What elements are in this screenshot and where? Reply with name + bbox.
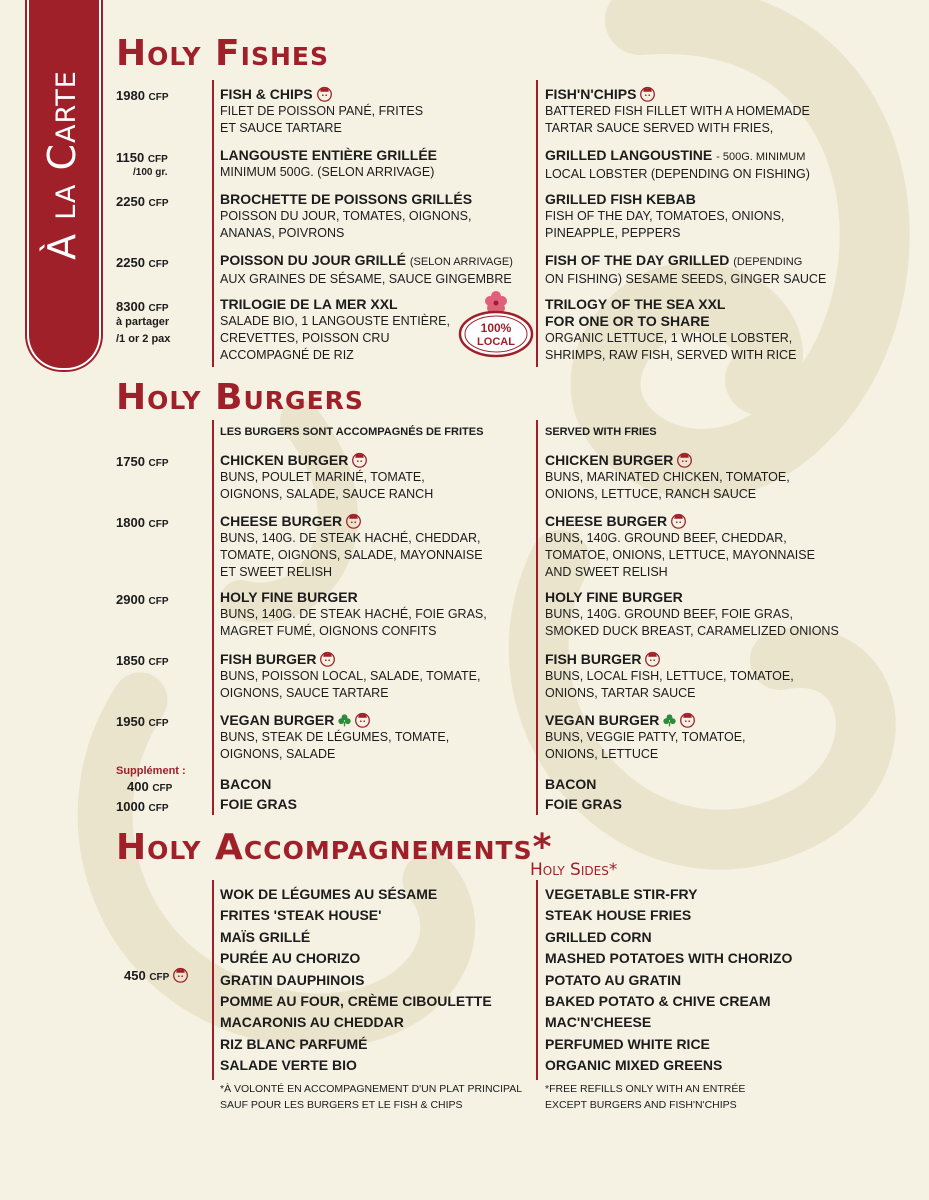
item-name: GRILLED FISH KEBAB — [545, 191, 696, 207]
menu-item-en — [545, 451, 885, 503]
item-desc: BATTERED FISH FILLET WITH A HOMEMADE — [545, 104, 810, 118]
price-unit-note: /100 gr. — [133, 167, 168, 178]
price-unit-note: /1 or 2 pax — [116, 333, 171, 345]
chef-icon — [679, 711, 696, 728]
item-name: POISSON DU JOUR GRILLÉ — [220, 252, 406, 268]
chef-icon — [351, 451, 368, 468]
menu-item-fr — [220, 85, 525, 137]
supplement-label: Supplément : — [116, 765, 186, 777]
side-item-en: GRILLED CORN — [545, 929, 652, 945]
side-item-fr: PURÉE AU CHORIZO — [220, 950, 361, 966]
chef-icon — [319, 650, 336, 667]
price: 2250 CFP — [116, 194, 169, 209]
side-item-en: STEAK HOUSE FRIES — [545, 907, 692, 923]
side-item-en: MAC'N'CHEESE — [545, 1014, 652, 1030]
divider-line — [212, 80, 214, 367]
item-desc: TOMATE, OIGNONS, SALADE, MAYONNAISE — [220, 548, 483, 562]
menu-item-fr — [220, 650, 525, 702]
section-title-fishes: Holy Fishes — [116, 33, 329, 74]
item-name: CHICKEN BURGER — [545, 452, 674, 468]
price: 1980 CFP — [116, 88, 169, 103]
item-desc: BUNS, POULET MARINÉ, TOMATE, — [220, 470, 425, 484]
item-desc: BUNS, 140G. DE STEAK HACHÉ, CHEDDAR, — [220, 531, 481, 545]
item-desc: FILET DE POISSON PANÉ, FRITES — [220, 104, 424, 118]
item-note: (DEPENDING — [733, 256, 803, 268]
price: 8300 CFP — [116, 299, 169, 314]
divider-line — [536, 420, 538, 815]
clover-icon — [338, 714, 351, 727]
item-name: FISH BURGER — [220, 651, 317, 667]
menu-item-fr — [220, 589, 525, 640]
item-name: HOLY FINE BURGER — [220, 589, 358, 605]
item-desc: SMOKED DUCK BREAST, CARAMELIZED ONIONS — [545, 624, 839, 638]
item-desc: BUNS, MARINATED CHICKEN, TOMATOE, — [545, 470, 790, 484]
menu-item-en — [545, 147, 885, 183]
item-desc: SHRIMPS, RAW FISH, SERVED WITH RICE — [545, 348, 797, 362]
item-desc: LOCAL LOBSTER (DEPENDING ON FISHING) — [545, 167, 810, 181]
menu-item-en — [545, 85, 885, 137]
side-item-fr: RIZ BLANC PARFUMÉ — [220, 1036, 368, 1052]
item-desc: TOMATOE, ONIONS, LETTUCE, MAYONNAISE — [545, 548, 815, 562]
divider-line — [212, 420, 214, 815]
item-desc: ON FISHING) SESAME SEEDS, GINGER SAUCE — [545, 272, 827, 286]
item-desc: MINIMUM 500G. (SELON ARRIVAGE) — [220, 165, 435, 179]
item-note: (SELON ARRIVAGE) — [409, 256, 513, 268]
item-name: VEGAN BURGER — [220, 712, 335, 728]
price: 1000 CFP — [116, 799, 169, 814]
item-name: FISH'N'CHIPS — [545, 86, 637, 102]
item-desc: OIGNONS, SAUCE TARTARE — [220, 686, 389, 700]
item-name: CHICKEN BURGER — [220, 452, 349, 468]
item-desc: BUNS, VEGGIE PATTY, TOMATOE, — [545, 730, 746, 744]
fr-header-note: LES BURGERS SONT ACCOMPAGNÉS DE FRITES — [220, 426, 484, 438]
side-item-fr: MAÏS GRILLÉ — [220, 929, 311, 945]
menu-item-en — [545, 191, 885, 242]
chef-icon — [644, 650, 661, 667]
item-desc: OIGNONS, SALADE, SAUCE RANCH — [220, 487, 434, 501]
chef-icon — [172, 966, 189, 983]
supplement-en: FOIE GRAS — [545, 796, 623, 812]
item-desc: PINEAPPLE, PEPPERS — [545, 226, 681, 240]
badge-text-top: 100% — [480, 321, 512, 335]
item-desc: BUNS, 140G. GROUND BEEF, FOIE GRAS, — [545, 607, 793, 621]
chef-icon — [354, 711, 371, 728]
item-name: GRILLED LANGOUSTINE — [545, 147, 713, 163]
item-name: FOR ONE OR TO SHARE — [545, 313, 710, 329]
price: 450 CFP — [124, 966, 189, 986]
item-desc: ACCOMPAGNÉ DE RIZ — [220, 348, 354, 362]
local-badge — [456, 290, 536, 360]
side-item-en: VEGETABLE STIR-FRY — [545, 886, 698, 902]
item-desc: BUNS, 140G. GROUND BEEF, CHEDDAR, — [545, 531, 787, 545]
item-desc: AUX GRAINES DE SÉSAME, SAUCE GINGEMBRE — [220, 272, 512, 286]
price: 400 CFP — [127, 779, 173, 794]
item-desc: ONIONS, LETTUCE, RANCH SAUCE — [545, 487, 757, 501]
side-item-en: PERFUMED WHITE RICE — [545, 1036, 710, 1052]
side-item-fr: WOK DE LÉGUMES AU SÉSAME — [220, 886, 438, 902]
menu-item-fr — [220, 191, 525, 242]
price: 1800 CFP — [116, 515, 169, 530]
price-unit-note: à partager — [116, 316, 170, 328]
price: 1950 CFP — [116, 714, 169, 729]
chef-icon — [670, 512, 687, 529]
item-name: FISH BURGER — [545, 651, 642, 667]
side-item-en: BAKED POTATO & CHIVE CREAM — [545, 993, 771, 1009]
item-desc: ET SAUCE TARTARE — [220, 121, 342, 135]
menu-item-fr — [220, 451, 525, 503]
item-desc: BUNS, POISSON LOCAL, SALADE, TOMATE, — [220, 669, 481, 683]
menu-item-en — [545, 589, 885, 640]
menu-item-fr — [220, 711, 525, 763]
item-desc: ONIONS, TARTAR SAUCE — [545, 686, 696, 700]
item-desc: AND SWEET RELISH — [545, 565, 668, 579]
section-title-sides: Holy Accompagnements* — [116, 827, 553, 868]
item-desc: ORGANIC LETTUCE, 1 WHOLE LOBSTER, — [545, 331, 793, 345]
item-desc: ET SWEET RELISH — [220, 565, 333, 579]
item-name: CHEESE BURGER — [220, 513, 343, 529]
item-name: HOLY FINE BURGER — [545, 589, 683, 605]
supplement-fr: BACON — [220, 776, 272, 792]
menu-item-en — [545, 252, 885, 288]
price: 1850 CFP — [116, 653, 169, 668]
menu-item-en — [545, 296, 885, 364]
chef-icon — [676, 451, 693, 468]
side-item-en: MASHED POTATOES WITH CHORIZO — [545, 950, 793, 966]
side-item-en: ORGANIC MIXED GREENS — [545, 1057, 723, 1073]
chef-icon — [639, 85, 656, 102]
item-note: - 500G. MINIMUM — [716, 151, 806, 163]
footnote-en: *FREE REFILLS ONLY WITH AN ENTRÉE EXCEPT BURGERS AND FISH'N'CHIPS — [545, 1083, 746, 1111]
price: 2250 CFP — [116, 255, 169, 270]
price: 1750 CFP — [116, 454, 169, 469]
footnote-fr: *À VOLONTÉ EN ACCOMPAGNEMENT D'UN PLAT PRINCIPAL SAUF POUR LES BURGERS ET LE FISH & CHIPS — [220, 1083, 523, 1111]
item-desc: OIGNONS, SALADE — [220, 747, 336, 761]
item-desc: ONIONS, LETTUCE — [545, 747, 659, 761]
side-tab-label: À la Carte — [40, 70, 85, 260]
menu-item-en — [545, 512, 885, 581]
menu-item-en — [545, 711, 885, 763]
price: 2900 CFP — [116, 592, 169, 607]
divider-line — [212, 880, 214, 1080]
side-item-en: POTATO AU GRATIN — [545, 972, 682, 988]
item-desc: POISSON DU JOUR, TOMATES, OIGNONS, — [220, 209, 472, 223]
item-desc: ANANAS, POIVRONS — [220, 226, 345, 240]
supplement-fr: FOIE GRAS — [220, 796, 298, 812]
item-name: VEGAN BURGER — [545, 712, 660, 728]
item-name: TRILOGIE DE LA MER XXL — [220, 296, 398, 312]
divider-line — [536, 80, 538, 367]
menu-item-fr — [220, 147, 525, 181]
side-item-fr: SALADE VERTE BIO — [220, 1057, 357, 1073]
item-desc: BUNS, 140G. DE STEAK HACHÉ, FOIE GRAS, — [220, 607, 487, 621]
item-desc: FISH OF THE DAY, TOMATOES, ONIONS, — [545, 209, 785, 223]
item-desc: TARTAR SAUCE SERVED WITH FRIES, — [545, 121, 774, 135]
item-desc: BUNS, LOCAL FISH, LETTUCE, TOMATOE, — [545, 669, 794, 683]
item-name: CHEESE BURGER — [545, 513, 668, 529]
item-desc: MAGRET FUMÉ, OIGNONS CONFITS — [220, 624, 437, 638]
item-desc: BUNS, STEAK DE LÉGUMES, TOMATE, — [220, 730, 450, 744]
en-header-note: SERVED WITH FRIES — [545, 426, 657, 438]
item-name: FISH OF THE DAY GRILLED — [545, 252, 730, 268]
item-name: LANGOUSTE ENTIÈRE GRILLÉE — [220, 147, 438, 163]
clover-icon — [663, 714, 676, 727]
side-item-fr: GRATIN DAUPHINOIS — [220, 972, 365, 988]
item-name: BROCHETTE DE POISSONS GRILLÉS — [220, 191, 473, 207]
item-desc: CREVETTES, POISSON CRU — [220, 331, 390, 345]
menu-item-en — [545, 650, 885, 702]
side-item-fr: POMME AU FOUR, CRÈME CIBOULETTE — [220, 993, 492, 1009]
supplement-en: BACON — [545, 776, 597, 792]
price: 1150 CFP — [116, 150, 168, 165]
item-desc: SALADE BIO, 1 LANGOUSTE ENTIÈRE, — [220, 314, 450, 328]
divider-line — [536, 880, 538, 1080]
side-item-fr: FRITES 'STEAK HOUSE' — [220, 907, 382, 923]
item-name: FISH & CHIPS — [220, 86, 313, 102]
menu-item-fr — [220, 252, 525, 288]
badge-text-bottom: LOCAL — [477, 336, 515, 348]
side-item-fr: MACARONIS AU CHEDDAR — [220, 1014, 404, 1030]
hibiscus-icon — [485, 291, 507, 313]
section-subtitle-sides: Holy Sides* — [530, 860, 618, 880]
section-title-burgers: Holy Burgers — [116, 377, 364, 418]
chef-icon — [316, 85, 333, 102]
item-name: TRILOGY OF THE SEA XXL — [545, 296, 726, 312]
menu-item-fr — [220, 512, 525, 581]
chef-icon — [345, 512, 362, 529]
